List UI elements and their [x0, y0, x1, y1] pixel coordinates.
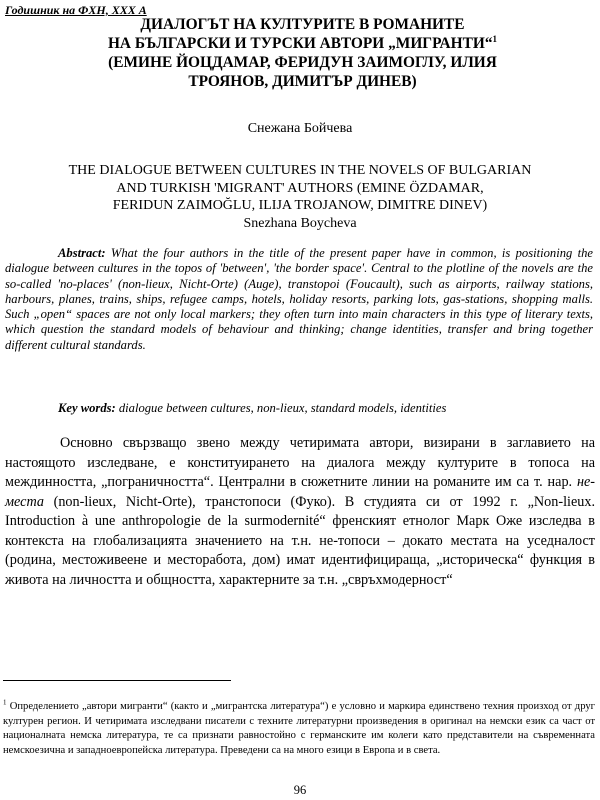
author-name-english: Snezhana Boycheva [243, 215, 357, 231]
title-line: ДИАЛОГЪТ НА КУЛТУРИТЕ В РОМАНИТЕ [140, 16, 465, 33]
running-head: Годишник на ФХН, XXX А [5, 3, 147, 17]
title-line: ТРОЯНОВ, ДИМИТЪР ДИНЕВ) [188, 73, 417, 90]
page-number: 96 [293, 783, 307, 797]
footnote-text: Определението „автори мигранти“ (както и „мигрантска литература“) е условно и маркира единствено техния произход от друг културен регион. И четиримата изследвани писатели с техните литературни произведения в оригинал на немски език са част от националната немска литература, те са признати равностойно с германските им колеги като представители на съвременната немскоезична и западноевропейска литература. Преведени са на много езици в Европа и в света. [3, 701, 595, 756]
title-line [40, 34, 565, 53]
keywords [58, 401, 446, 416]
keywords-label: Key words: [58, 401, 116, 415]
title-line: (ЕМИНЕ ЙОЦДАМАР, ФЕРИДУН ЗАИМОГЛУ, ИЛИЯ [108, 54, 497, 71]
article-title-bulgarian [40, 15, 565, 91]
body-paragraph [5, 434, 595, 590]
abstract [5, 246, 593, 353]
body-text-part: Основно свързващо звено между четиримата автори, визирани в заглавието на настоящото изследване, е конституирането на диалога между културите в топоса на междинността, „пограничността“. Централни в сюжетните линии на романите им са т. нар. [5, 435, 595, 490]
keywords-text: dialogue between cultures, non-lieux, standard models, identities [118, 401, 447, 415]
footnote [3, 700, 595, 758]
article-title-english [5, 162, 595, 232]
body-text-italic: не-места [5, 474, 595, 510]
title-line: AND TURKISH 'MIGRANT' AUTHORS (EMINE ÖZDAMAR, [116, 180, 484, 196]
abstract-text: What the four authors in the title of the present paper have in common, is positioning the dialogue between cultures in the topos of 'between', 'the border space'. Central to the plotline of the novels are the so-called 'no-places' (non-lieux, Nicht-Orte) (Auge), transtopoi (Foucault), such as airports, railway stations, harbours, planes, trains, ships, refugee camps, hotels, holiday resorts, parking lots, gas-stations, shopping malls. Such „open“ spaces are not only local markers; they often turn into main characters in this type of literary texts, which question the standard models of behaviour and thinking; change identities, transfer and bring together different cultural standards. [5, 246, 593, 352]
footnote-reference[interactable]: 1 [492, 33, 498, 44]
footnote-number: 1 [3, 698, 7, 707]
body-text-part: (non-lieux, Nicht-Orte), транстопоси (Фуко). В студията си от 1992 г. „Non-lieux. Introduction à une anthropologie de la surmodernité“ френският етнолог Марк Оже изследва в контекста на глобализацията значението на т.н. не-топоси – докато местата на уседналост (родина, местоживеене и месторабота, дом) имат идентифицираща, „историческа“ функция в живота на личността и общността, характерните за т.н. „свръхмодерност“ [5, 493, 595, 588]
title-line-text: НА БЪЛГАРСКИ И ТУРСКИ АВТОРИ „МИГРАНТИ“ [107, 35, 493, 52]
title-line: FERIDUN ZAIMOĞLU, ILIJA TROJANOW, DIMITRE DINEV) [112, 198, 488, 213]
footnote-separator [3, 680, 231, 681]
abstract-label: Abstract: [58, 246, 106, 260]
title-line: THE DIALOGUE BETWEEN CULTURES IN THE NOVELS OF BULGARIAN [68, 163, 532, 178]
author-name-bulgarian: Снежана Бойчева [247, 121, 353, 136]
